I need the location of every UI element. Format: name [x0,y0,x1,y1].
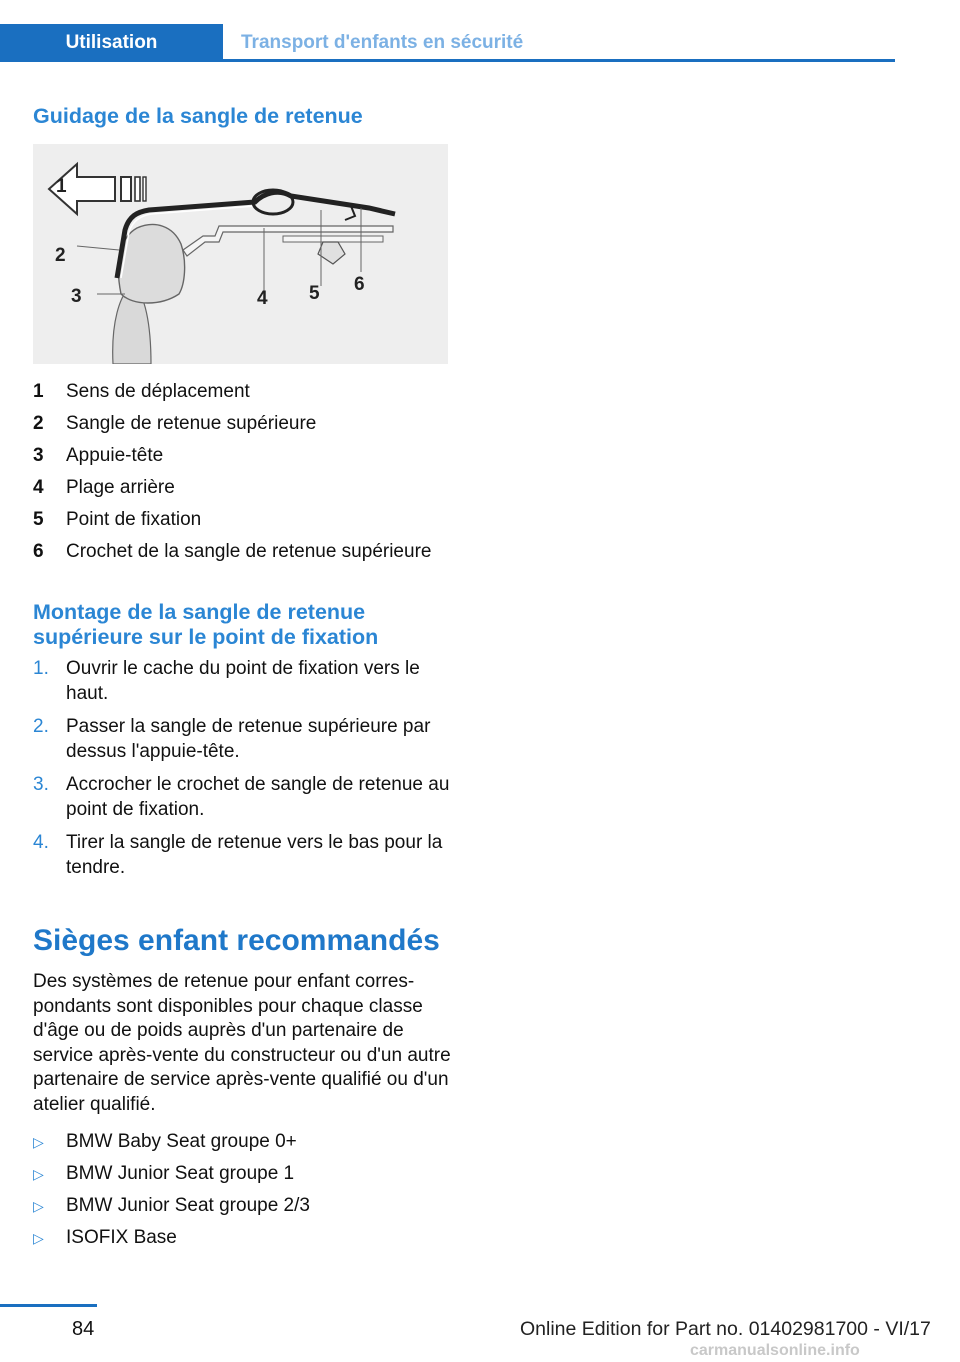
legend-row [33,440,453,472]
figure-label-4: 4 [257,288,268,309]
triangle-bullet-icon: ▷ [33,1165,44,1182]
step-text: Passer la sangle de retenue supérieure par dessus l'appuie-tête. [66,716,431,762]
intro-paragraph: Des systèmes de retenue pour enfant correspondants sont disponibles pour chaque classe d'âge ou de poids auprès d'un partenaire de service après-vente du constructeur ou d'un autre partenaire de service après-vente qualifié ou d'un atelier qualifié. [33,971,451,1115]
list-item [33,656,453,706]
list-item [33,1190,453,1222]
step-number: 2. [33,716,49,737]
section-title-line: Montage de la sangle de retenue [33,600,366,624]
section-title-line: supérieure sur le point de fixation [33,625,379,649]
step-number: 3. [33,774,49,795]
section-title-montage [33,600,378,650]
list-item [33,714,453,764]
section-title-guidage: Guidage de la sangle de retenue [33,104,363,128]
figure-label-1: 1 [56,176,67,197]
list-item [33,772,453,822]
legend-text: Plage arrière [66,477,175,498]
legend-number: 5 [33,509,44,530]
header-rule [223,59,895,62]
tab-utilisation[interactable]: Utilisation [0,24,223,62]
legend-number: 2 [33,413,44,434]
list-item-text: ISOFIX Base [66,1227,177,1248]
triangle-bullet-icon: ▷ [33,1229,44,1246]
edition-note: Online Edition for Part no. 01402981700 - VI/17 [520,1318,931,1340]
step-text: Tirer la sangle de retenue vers le bas pour la tendre. [66,832,443,878]
legend-row [33,536,453,568]
illustration-svg [33,144,448,364]
figure-label-2: 2 [55,245,66,266]
figure-label-3: 3 [71,286,82,307]
footer-rule [0,1304,97,1307]
list-item [33,1126,453,1158]
triangle-bullet-icon: ▷ [33,1197,44,1214]
triangle-bullet-icon: ▷ [33,1133,44,1150]
list-item-text: BMW Junior Seat groupe 1 [66,1163,295,1184]
legend-text: Point de fixation [66,509,202,530]
watermark: carmanualsonline.info [690,1342,860,1359]
legend-number: 6 [33,541,44,562]
tab-transport-enfants[interactable]: Transport d'enfants en sécurité [241,32,524,53]
list-item [33,1222,453,1254]
step-number: 4. [33,832,49,853]
legend-row [33,376,453,408]
page-number: 84 [72,1318,95,1340]
legend-row [33,472,453,504]
figure-legend [33,376,453,568]
legend-row [33,408,453,440]
legend-text: Appuie-tête [66,445,164,466]
figure-label-6: 6 [354,274,365,295]
legend-text: Crochet de la sangle de retenue supérieure [66,541,432,562]
legend-number: 4 [33,477,44,498]
legend-number: 1 [33,381,44,402]
header-tabs [0,24,895,62]
restraint-strap-illustration [33,144,448,364]
figure-label-5: 5 [309,283,320,304]
step-number: 1. [33,658,49,679]
step-text: Ouvrir le cache du point de fixation vers le haut. [66,658,420,704]
list-item-text: BMW Baby Seat groupe 0+ [66,1131,297,1152]
section-title-sieges: Sièges enfant recommandés [33,924,440,957]
list-item [33,830,453,880]
recommended-seats-list [33,1126,453,1254]
instruction-steps [33,656,453,888]
step-text: Accrocher le crochet de sangle de retenue au point de fixation. [66,774,450,820]
list-item [33,1158,453,1190]
legend-number: 3 [33,445,44,466]
legend-text: Sens de déplacement [66,381,250,402]
legend-text: Sangle de retenue supérieure [66,413,317,434]
list-item-text: BMW Junior Seat groupe 2/3 [66,1195,310,1216]
legend-row [33,504,453,536]
